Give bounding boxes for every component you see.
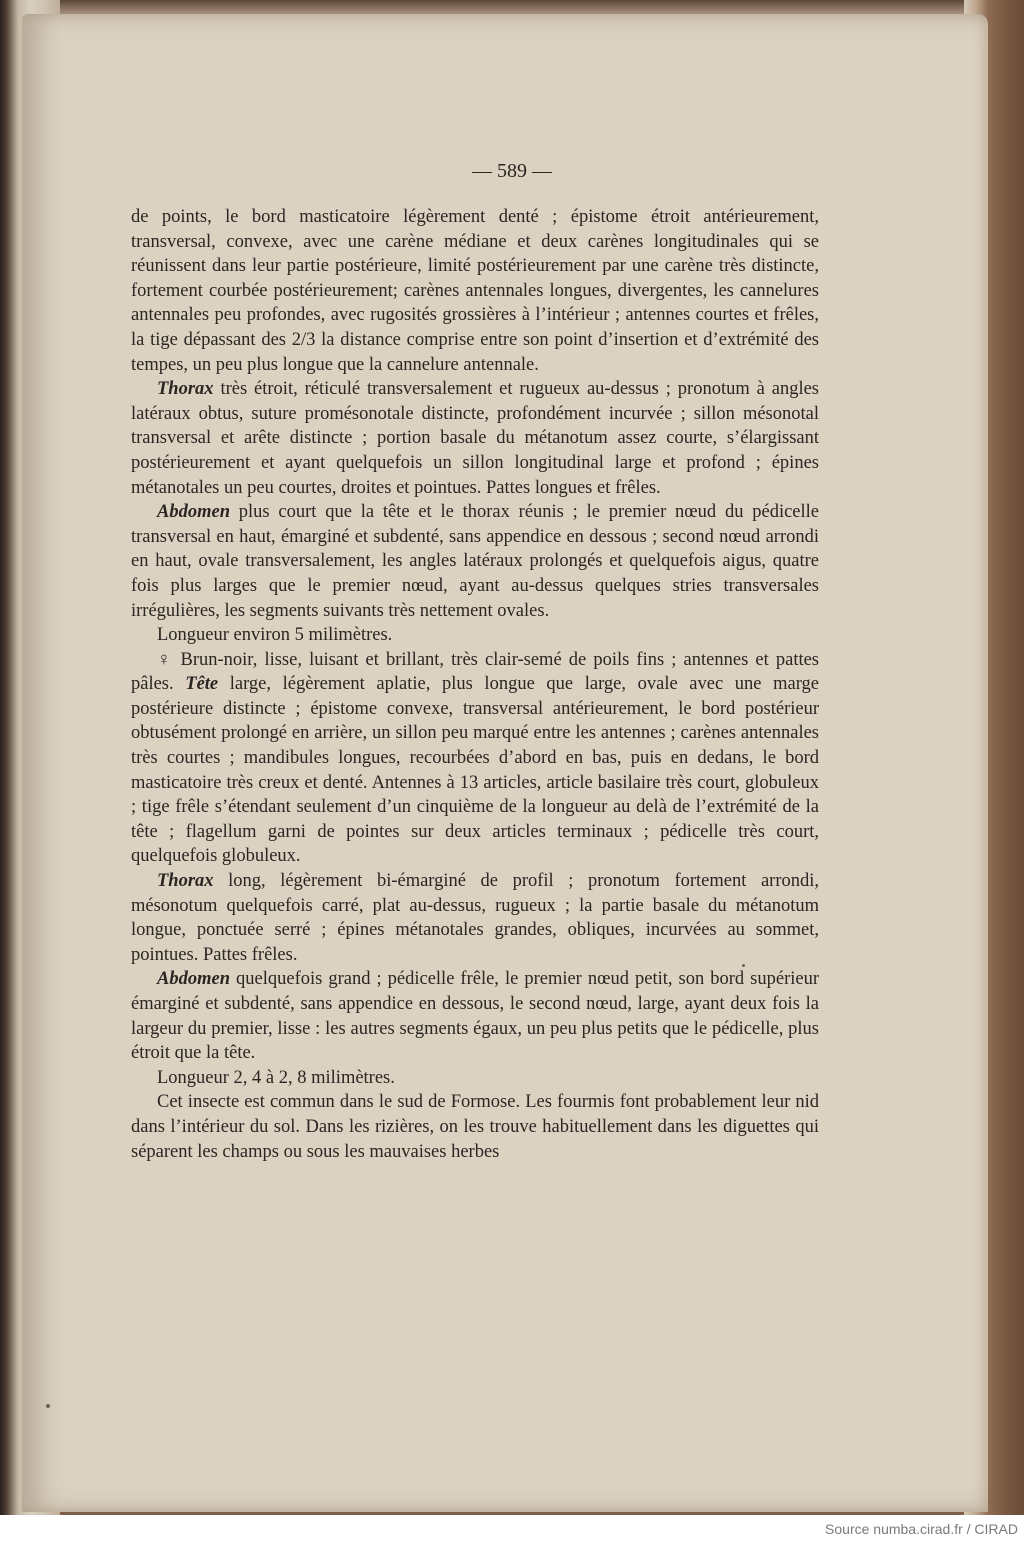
source-credit: Source numba.cirad.fr / CIRAD <box>825 1521 1018 1537</box>
paragraph-female <box>131 648 819 869</box>
paragraph-text: large, légèrement aplatie, plus longue que large, ovale avec une marge postérieure distincte ; épistome convexe, transversal antérieurement, le bord postérieur obtusément prolongé en arrière, un sillon peu marqué entre les antennes ; carènes antennales très courtes ; mandibules longues, recourbées d’abord en bas, puis en dedans, le bord masticatoire très creux et denté. Antennes à 13 articles, article basilaire très court, globuleux ; tige frêle s’étendant seulement d’un cinquième de la longueur au delà de l’extrémité de la tête ; flagellum garni de pointes sur deux articles terminaux ; pédicelle très court, quelquefois globuleux. <box>131 674 820 867</box>
paragraph-length-worker: Longueur environ 5 milimètres. <box>157 625 393 646</box>
paragraph-continuation: de points, le bord masticatoire légèrement denté ; épistome étroit antérieurement, transversal, convexe, avec une carène médiane et deux carènes longitudinales qui se réunissent dans leur partie postérieure, limité postérieurement par une carène très distincte, fortement courbée postérieurement; carènes antennales longues, divergentes, les cannelures antennales peu profondes, avec rugosités grossières à l’intérieur ; antennes courtes et frêles, la tige dépassant des 2/3 la distance comprise entre son point d’insertion et d’extrémité des tempes, un peu plus longue que la cannelure antennale. <box>131 207 819 375</box>
paragraph-text: plus court que la tête et le thorax réunis ; le premier nœud du pédicelle transversal en haut, émarginé et subdenté, sans appendice en dessous ; second nœud arrondi en haut, ovale transversalement, les angles latéraux prolongés et quelquefois aigus, quatre fois plus larges que le premier nœud, ayant au-dessus quelques stries transversales irrégulières, les segments suivants très nettement ovales. <box>131 502 819 621</box>
female-symbol: ♀ <box>157 649 174 670</box>
section-term: Abdomen <box>157 969 230 990</box>
section-term: Tête <box>185 674 219 695</box>
section-term: Thorax <box>157 379 214 400</box>
paragraph-length-female: Longueur 2, 4 à 2, 8 milimètres. <box>157 1067 395 1088</box>
section-term: Abdomen <box>157 502 230 523</box>
paragraph-text: Brun-noir, lisse, luisant et brillant, très clair-semé de poils fins ; antennes et pattes pâles. <box>131 649 820 695</box>
paragraph-text: long, légèrement bi-émarginé de profil ; pronotum fortement arrondi, mésonotum quelquefois carré, plat au-dessus, rugueux ; la partie basale du métanotum longue, ponctuée serré ; épines métanotales grandes, obliques, incurvées au sommet, pointues. Pattes frêles. <box>131 871 819 965</box>
paragraph-text: très étroit, réticulé transversalement et rugueux au-dessus ; pronotum à angles latéraux obtus, suture promésonotale distincte, profondément incurvée ; sillon mésonotal transversal et arête distincte ; portion basale du métanotum assez courte, s’élargissant postérieurement et ayant quelquefois un sillon longitudinal large et profond ; épines métanotales un peu courtes, droites et pointues. Pattes longues et frêles. <box>131 379 819 498</box>
paragraph-habitat: Cet insecte est commun dans le sud de Formose. Les fourmis font probablement leur nid dans l’intérieur du sol. Dans les rizières, on les trouve habituellement dans les diguettes qui séparent les champs ou sous les mauvaises herbes <box>131 1092 819 1162</box>
paragraph-text: quelquefois grand ; pédicelle frêle, le premier nœud petit, son bord supérieur émarginé et subdenté, sans appendice en dessous, le second nœud, large, ayant deux fois la largeur du premier, lisse : les autres segments égaux, un peu plus petits que le pédicelle, plus étroit que la tête. <box>131 969 819 1064</box>
page-number: — 589 — <box>472 160 552 182</box>
paragraph-thorax-worker <box>131 377 819 500</box>
paragraph-abdomen-worker <box>131 500 819 623</box>
paper-spot <box>46 1404 50 1408</box>
body-text <box>131 205 819 1164</box>
section-term: Thorax <box>157 871 214 892</box>
paragraph-thorax-female <box>131 869 819 967</box>
paragraph-abdomen-female <box>131 967 819 1065</box>
